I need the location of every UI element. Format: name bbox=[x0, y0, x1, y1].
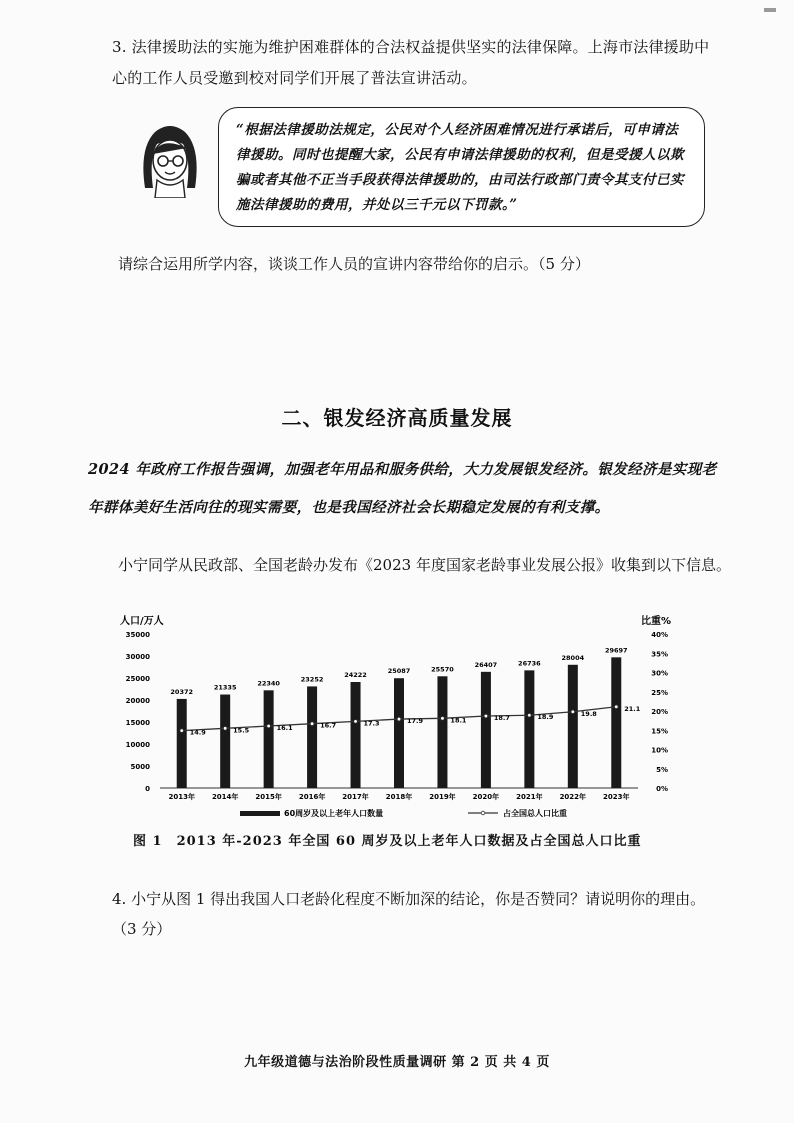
ratio-point bbox=[441, 717, 445, 721]
page-footer: 九年级道德与法治阶段性质量调研 第 2 页 共 4 页 bbox=[244, 1055, 550, 1070]
x-tick-label: 2019年 bbox=[429, 793, 456, 801]
x-tick-label: 2016年 bbox=[298, 793, 326, 801]
y-right-tick-label: 10% bbox=[651, 746, 668, 755]
bar-value-label: 21335 bbox=[213, 683, 237, 692]
question-3-task: 请综合运用所学内容，谈谈工作人员的宣讲内容带给你的启示。（5 分） bbox=[118, 255, 590, 273]
ratio-value-label: 21.1 bbox=[624, 704, 641, 713]
ratio-value-label: 17.9 bbox=[406, 717, 424, 726]
ratio-value-label: 15.5 bbox=[233, 726, 250, 735]
x-tick-label: 2017年 bbox=[342, 793, 369, 801]
y-left-tick-label: 35000 bbox=[125, 631, 150, 639]
population-chart bbox=[118, 612, 673, 827]
x-tick-label: 2018年 bbox=[385, 793, 413, 801]
scan-mark bbox=[764, 8, 776, 12]
ratio-point bbox=[180, 729, 184, 733]
bar bbox=[264, 690, 274, 788]
x-tick-label: 2023年 bbox=[603, 793, 630, 801]
bar bbox=[220, 695, 230, 788]
x-tick-label: 2014年 bbox=[211, 793, 239, 801]
bar bbox=[351, 682, 361, 788]
bar-value-label: 29697 bbox=[604, 646, 628, 655]
y-axis-left-label: 人口/万人 bbox=[120, 616, 164, 627]
bar bbox=[568, 665, 578, 788]
bar bbox=[437, 676, 447, 788]
y-right-tick-label: 15% bbox=[651, 727, 668, 736]
girl-avatar-icon bbox=[135, 118, 205, 198]
y-right-tick-label: 40% bbox=[651, 631, 668, 639]
y-left-tick-label: 10000 bbox=[125, 741, 150, 749]
y-right-tick-label: 5% bbox=[656, 765, 668, 774]
ratio-value-label: 14.9 bbox=[189, 728, 206, 737]
ratio-point bbox=[614, 705, 618, 709]
ratio-value-label: 16.7 bbox=[320, 721, 337, 730]
bar-value-label: 22340 bbox=[257, 679, 280, 688]
bar-value-label: 25087 bbox=[387, 667, 411, 676]
section-title: 二、银发经济高质量发展 bbox=[281, 406, 513, 430]
figure-caption: 图 1 2013 年-2023 年全国 60 周岁及以上老年人口数据及占全国总人口比重 bbox=[133, 834, 642, 849]
legend-bar-swatch bbox=[240, 811, 280, 816]
y-left-tick-label: 0 bbox=[145, 785, 150, 793]
ratio-point bbox=[397, 717, 401, 721]
y-left-tick-label: 5000 bbox=[130, 763, 150, 771]
bar-value-label: 26407 bbox=[474, 660, 498, 669]
ratio-value-label: 19.8 bbox=[580, 709, 597, 718]
ratio-point bbox=[528, 713, 532, 717]
ratio-value-label: 17.3 bbox=[363, 719, 380, 728]
y-left-tick-label: 15000 bbox=[125, 719, 150, 727]
bar-value-label: 20372 bbox=[170, 687, 194, 696]
ratio-point bbox=[484, 714, 488, 718]
bar-value-label: 23252 bbox=[300, 675, 324, 684]
speech-text: “根据法律援助法规定，公民对个人经济困难情况进行承诺后，可申请法律援助。同时也提醒大家，公民有申请法律援助的权利，但是受援人以欺骗或者其他不正当手段获得法律援助的，由司法行政部门责令其支付已实施法律援助的费用，并处以三千元以下罚款。” bbox=[236, 122, 684, 213]
y-right-tick-label: 30% bbox=[651, 669, 668, 678]
y-right-tick-label: 35% bbox=[651, 650, 668, 659]
legend-line-label: 占全国总人口比重 bbox=[503, 809, 567, 818]
y-right-tick-label: 20% bbox=[651, 708, 668, 716]
bar-value-label: 25570 bbox=[431, 665, 454, 674]
x-tick-label: 2013年 bbox=[168, 793, 195, 801]
bar bbox=[524, 670, 534, 788]
ratio-value-label: 16.1 bbox=[276, 724, 293, 733]
ratio-point bbox=[223, 727, 227, 731]
bar-value-label: 24222 bbox=[344, 671, 367, 680]
y-right-tick-label: 25% bbox=[651, 688, 668, 697]
bar bbox=[481, 672, 491, 788]
legend-line-marker bbox=[481, 811, 485, 815]
y-left-tick-label: 25000 bbox=[125, 675, 150, 683]
ratio-value-label: 18.7 bbox=[493, 714, 510, 723]
x-tick-label: 2021年 bbox=[516, 793, 543, 801]
ratio-point bbox=[354, 720, 358, 724]
bar-value-label: 28004 bbox=[561, 653, 585, 662]
ratio-value-label: 18.9 bbox=[537, 713, 554, 722]
bar bbox=[611, 657, 621, 788]
ratio-value-label: 18.1 bbox=[450, 716, 467, 725]
section-intro: 2024 年政府工作报告强调，加强老年用品和服务供给，大力发展银发经济。银发经济是实现老年群体美好生活向往的现实需要，也是我国经济社会长期稳定发展的有利支撑。 bbox=[88, 461, 717, 516]
bar-value-label: 26736 bbox=[518, 659, 541, 668]
question-3-text: 3. 法律援助法的实施为维护困难群体的合法权益提供坚实的法律保障。上海市法律援助中心的工作人员受邀到校对同学们开展了普法宣讲活动。 bbox=[112, 38, 710, 87]
legend-bar-label: 60周岁及以上老年人口数量 bbox=[284, 809, 384, 818]
y-left-tick-label: 30000 bbox=[125, 653, 150, 661]
y-right-tick-label: 0% bbox=[656, 785, 668, 793]
bar bbox=[177, 699, 187, 788]
y-axis-right-label: 比重% bbox=[640, 616, 671, 627]
bar bbox=[307, 686, 317, 788]
collect-text: 小宁同学从民政部、全国老龄办发布《2023 年度国家老龄事业发展公报》收集到以下信息。 bbox=[118, 556, 731, 574]
bar bbox=[394, 678, 404, 788]
ratio-point bbox=[310, 722, 314, 726]
ratio-point bbox=[571, 710, 575, 714]
x-tick-label: 2020年 bbox=[472, 793, 500, 801]
question-4-text: 4. 小宁从图 1 得出我国人口老龄化程度不断加深的结论，你是否赞同？请说明你的理由。（3 分） bbox=[112, 890, 706, 938]
x-tick-label: 2015年 bbox=[255, 793, 282, 801]
y-left-tick-label: 20000 bbox=[125, 697, 150, 705]
ratio-point bbox=[267, 724, 271, 728]
x-tick-label: 2022年 bbox=[559, 793, 587, 801]
